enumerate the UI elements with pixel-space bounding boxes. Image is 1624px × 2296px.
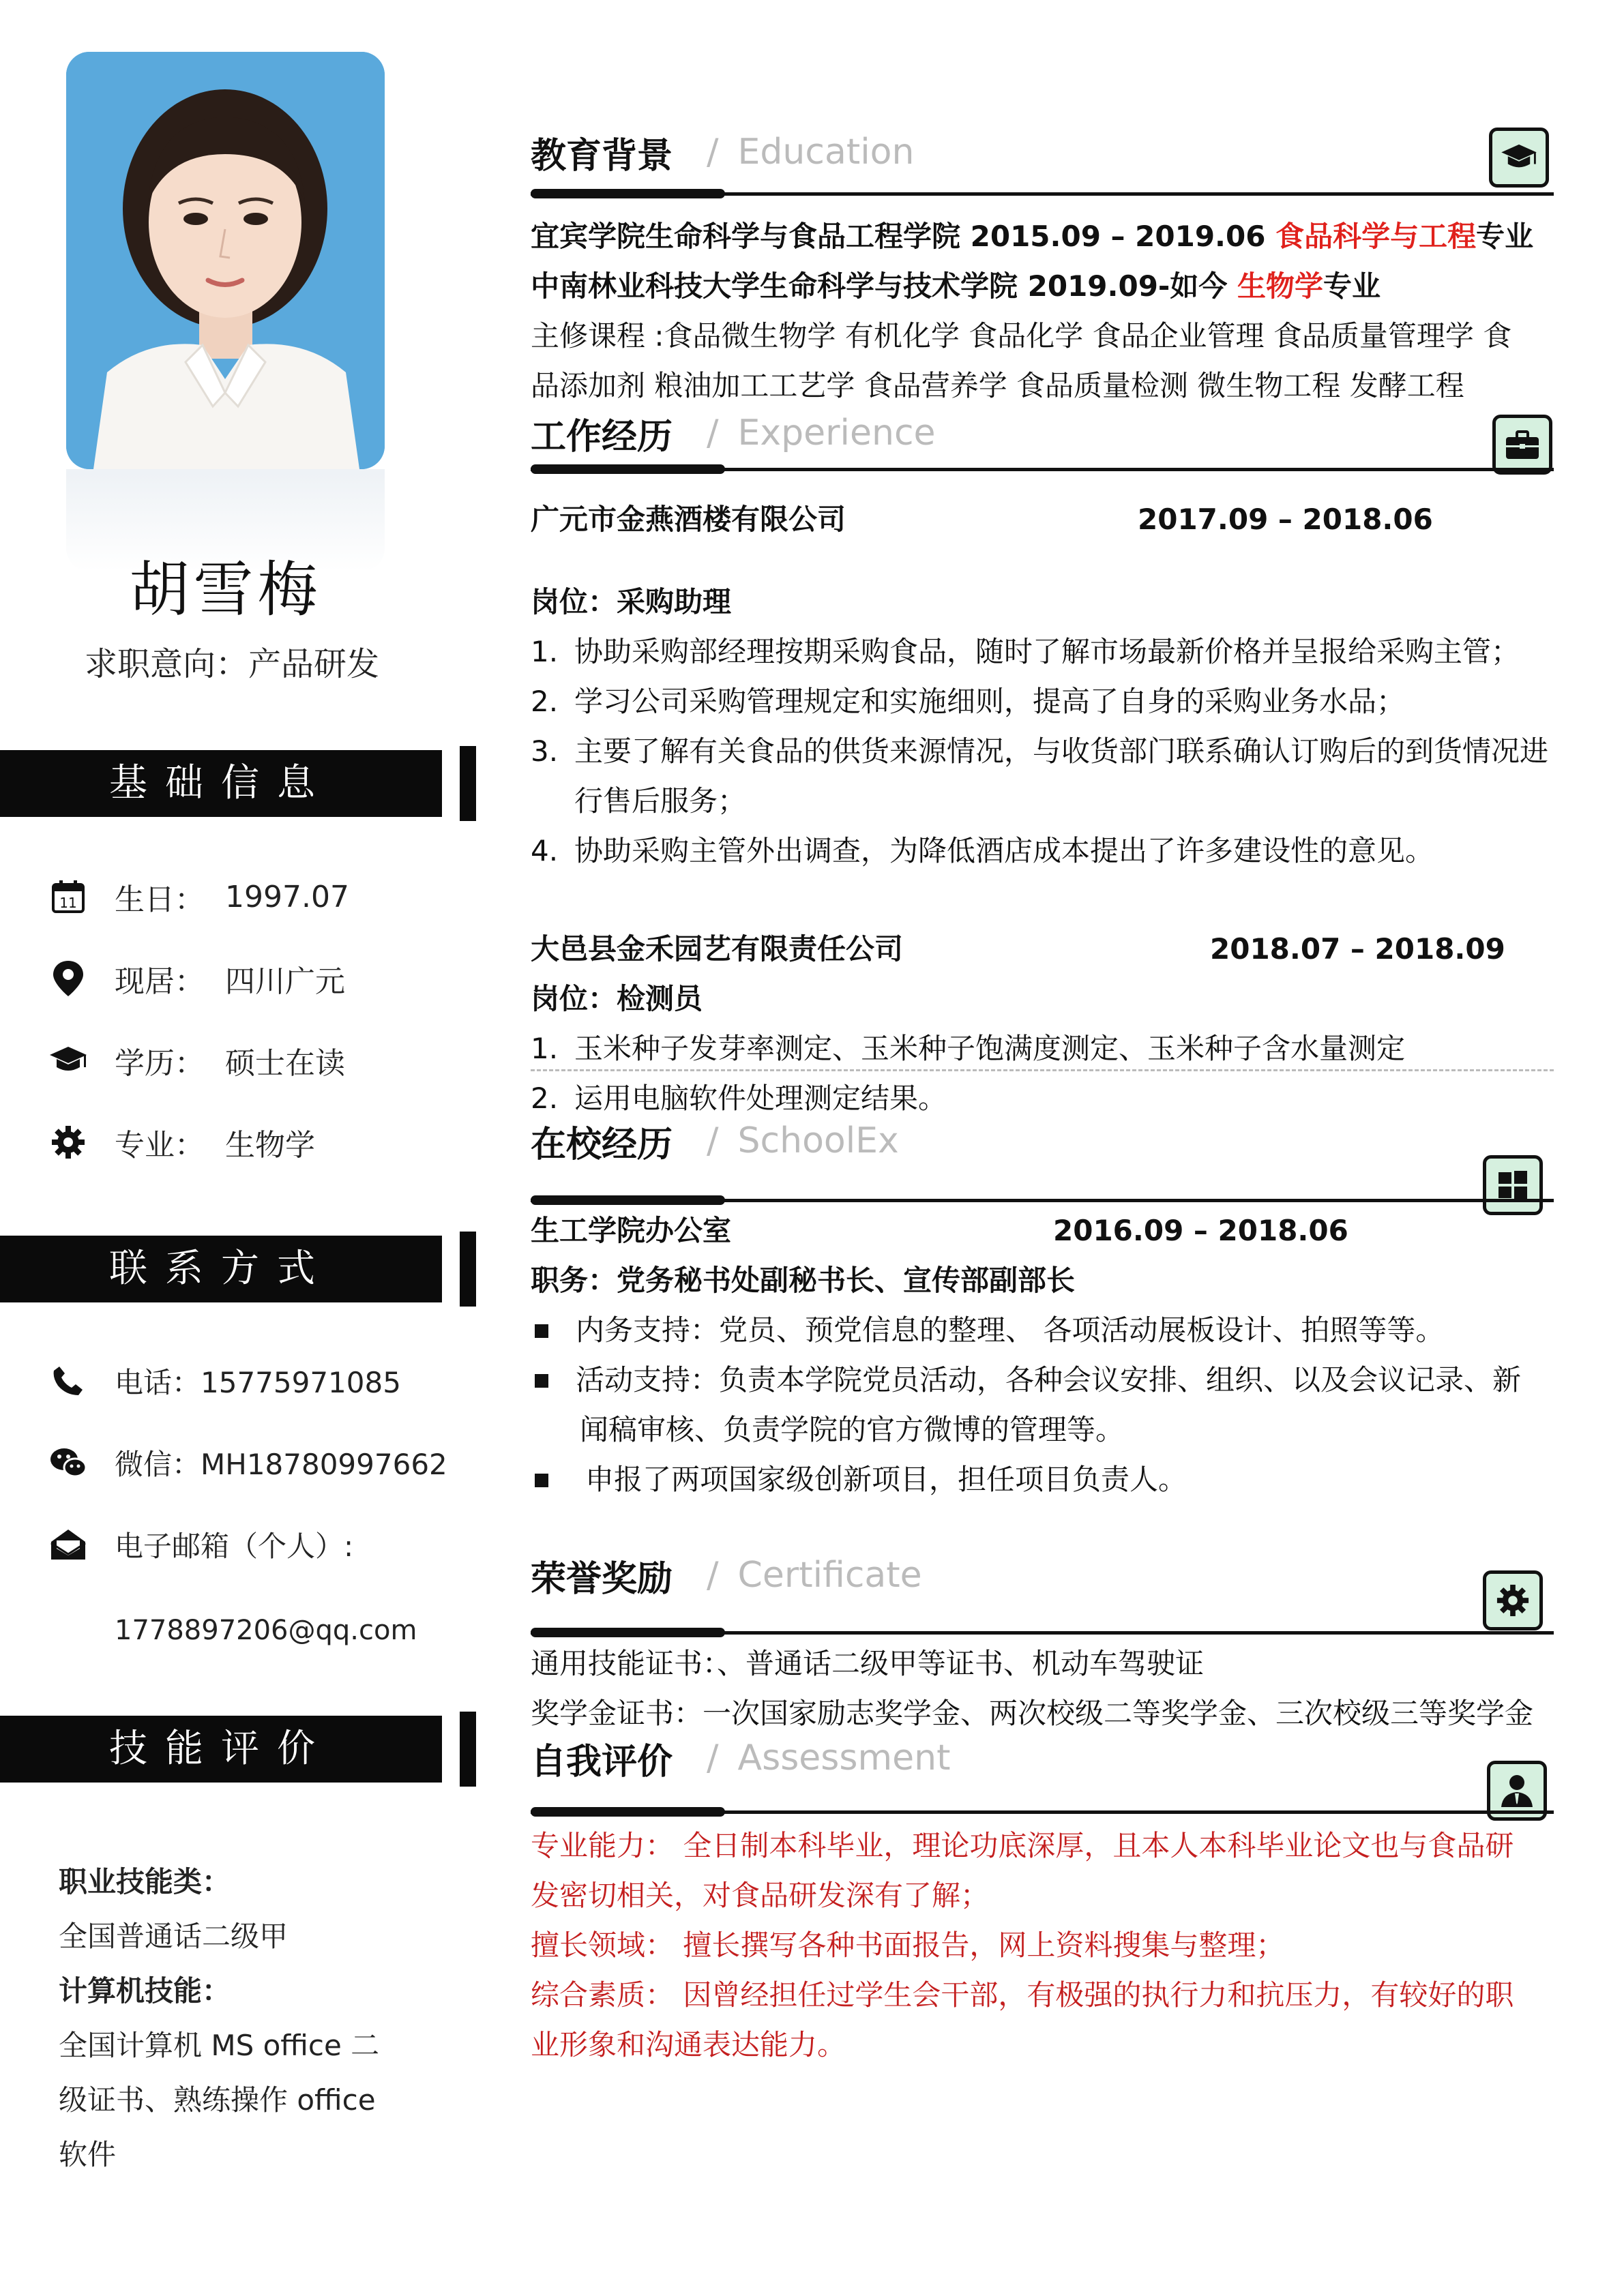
section-rule-accent [531, 189, 725, 198]
email-value: 1778897206@qq.com [115, 1615, 417, 1646]
section-title-slash: / [707, 1738, 719, 1778]
list-number: 2. [531, 1082, 559, 1115]
list-number: 1. [531, 1032, 559, 1065]
skill-item: 全国计算机 MS office 二 [59, 2029, 380, 2062]
info-label: 学历： [115, 1046, 205, 1081]
section-title-en: Certificate [737, 1555, 922, 1596]
section-rule-accent [531, 464, 725, 474]
school-content [531, 1206, 1554, 1504]
list-item: 活动支持：负责本学院党员活动，各种会议安排、组织、以及会议记录、新 [576, 1363, 1522, 1397]
contact-email-label [48, 1521, 353, 1568]
section-title-education [531, 125, 914, 179]
wechat-text: 微信：MH18780997662 [115, 1448, 447, 1481]
school-dates: 2016.09 – 2018.06 [1053, 1214, 1348, 1247]
skill-heading-computer: 计算机技能： [59, 1974, 231, 2008]
section-title-en: Education [737, 132, 915, 173]
list-item: 内务支持：党员、预党信息的整理、 各项活动展板设计、拍照等等。 [576, 1313, 1445, 1347]
info-label: 专业： [115, 1128, 205, 1163]
graduation-cap-icon [48, 1040, 89, 1081]
section-title-slash: / [707, 132, 719, 173]
self-line: 专业能力： 全日制本科毕业，理论功底深厚，且本人本科毕业论文也与食品研 [531, 1829, 1514, 1862]
info-value: 四川广元 [225, 964, 345, 999]
work-entry-1 [531, 494, 1554, 876]
list-item: 运用电脑软件处理测定结果。 [574, 1082, 947, 1115]
dashed-divider [531, 1069, 1554, 1071]
section-rule-accent [531, 1195, 725, 1205]
svg-text:11: 11 [59, 895, 77, 911]
graduation-cap-icon [1489, 128, 1549, 188]
work-entry-2 [531, 924, 1554, 1123]
skills-list [59, 1855, 413, 2182]
section-title-cn: 在校经历 [531, 1124, 673, 1165]
bullet-square [535, 1324, 548, 1338]
bullet-square [535, 1374, 548, 1388]
org-name: 生工学院办公室 [531, 1214, 732, 1247]
list-item: 协助采购主管外出调查，为降低酒店成本提出了许多建设性的意见。 [574, 834, 1434, 867]
list-number [531, 776, 574, 826]
work-dates: 2017.09 – 2018.06 [1138, 503, 1433, 536]
list-item: 学习公司采购管理规定和实施细则，提高了自身的采购业务水品； [574, 685, 1406, 718]
list-number: 1. [531, 635, 559, 668]
wechat-icon [48, 1442, 89, 1483]
honor-line: 通用技能证书：、普通话二级甲等证书、机动车驾驶证 [531, 1647, 1205, 1680]
self-line: 擅长领域： 擅长撰写各种书面报告，网上资料搜集与整理； [531, 1928, 1285, 1962]
section-title-cn: 教育背景 [531, 135, 673, 177]
self-content [531, 1821, 1554, 2070]
gear-icon [1483, 1570, 1543, 1630]
section-rule-accent [531, 1807, 725, 1817]
section-tick [460, 746, 476, 821]
list-item: 玉米种子发芽率测定、玉米种子饱满度测定、玉米种子含水量测定 [574, 1032, 1406, 1065]
candidate-name: 胡雪梅 [129, 554, 322, 625]
skill-item: 全国普通话二级甲 [59, 1920, 289, 1953]
section-tick [460, 1712, 476, 1787]
info-label: 生日： [115, 882, 205, 917]
bullet-square [535, 1474, 548, 1487]
section-title-school [531, 1114, 899, 1168]
location-icon [48, 958, 89, 999]
school-1: 宜宾学院生命科学与食品工程学院 2015.09 – 2019.06 [531, 220, 1276, 253]
section-title-self [531, 1731, 950, 1785]
list-number: 4. [531, 834, 559, 867]
info-value: 硕士在读 [225, 1046, 345, 1081]
section-title-en: SchoolEx [737, 1120, 899, 1161]
list-item: 协助采购部经理按期采购食品，随时了解市场最新价格并呈报给采购主管； [574, 635, 1520, 668]
skill-item: 级证书、熟练操作 office [59, 2083, 376, 2117]
phone-icon [48, 1360, 89, 1401]
section-tick [460, 1232, 476, 1307]
courses-line: 主修课程 :食品微生物学 有机化学 食品化学 食品企业管理 食品质量管理学 食 [531, 319, 1512, 353]
list-item: 行售后服务； [574, 784, 747, 818]
info-residence [48, 955, 345, 1002]
section-title-cn: 工作经历 [531, 416, 673, 458]
info-value: 生物学 [225, 1128, 315, 1163]
major-2: 生物学 [1237, 269, 1323, 303]
education-content [531, 211, 1554, 411]
section-title-slash: / [707, 1555, 719, 1596]
info-label: 现居： [115, 964, 205, 999]
contact-wechat [48, 1439, 447, 1487]
section-title-slash: / [707, 413, 719, 453]
school-2: 中南林业科技大学生命科学与技术学院 2019.09-如今 [531, 269, 1237, 303]
profile-photo [66, 52, 385, 469]
honor-line: 奖学金证书：一次国家励志奖学金、两次校级二等奖学金、三次校级三等奖学金 [531, 1697, 1534, 1730]
list-item: 主要了解有关食品的供货来源情况，与收货部门联系确认订购后的到货情况进 [574, 734, 1549, 768]
section-title-honor [531, 1548, 922, 1602]
section-title-en: Experience [737, 413, 936, 453]
section-header-skills: 技能评价 [0, 1716, 442, 1783]
job-role: 岗位：检测员 [531, 982, 703, 1015]
calendar-icon [48, 876, 89, 917]
info-birthday [48, 873, 349, 921]
section-title-slash: / [707, 1120, 719, 1161]
job-role: 岗位：采购助理 [531, 585, 732, 618]
company-name: 广元市金燕酒楼有限公司 [531, 503, 846, 536]
company-name: 大邑县金禾园艺有限责任公司 [531, 932, 904, 966]
phone-text: 电话：15775971085 [115, 1366, 401, 1399]
work-dates: 2018.07 – 2018.09 [1210, 932, 1505, 966]
section-title-cn: 自我评价 [531, 1741, 673, 1783]
list-item: 申报了两项国家级创新项目，担任项目负责人。 [585, 1463, 1187, 1496]
honor-content [531, 1639, 1554, 1738]
job-objective: 求职意向：产品研发 [84, 645, 379, 683]
skill-heading-professional: 职业技能类： [59, 1865, 231, 1898]
skill-item: 软件 [59, 2138, 117, 2171]
section-header-basic: 基础信息 [0, 750, 442, 817]
major-suffix: 专业 [1323, 269, 1381, 303]
self-line: 发密切相关，对食品研发深有了解； [531, 1879, 990, 1912]
info-value: 1997.07 [225, 879, 349, 914]
section-title-work [531, 406, 936, 460]
gear-icon [48, 1122, 89, 1163]
envelope-icon [48, 1524, 89, 1565]
list-item: 闻稿审核、负责学院的官方微博的管理等。 [580, 1413, 1125, 1446]
self-line: 综合素质： 因曾经担任过学生会干部，有极强的执行力和抗压力，有较好的职 [531, 1978, 1514, 2012]
list-number: 2. [531, 685, 559, 718]
major-1: 食品科学与工程 [1275, 220, 1477, 253]
section-rule-accent [531, 1628, 725, 1637]
section-title-en: Assessment [737, 1738, 951, 1778]
section-header-contact: 联系方式 [0, 1236, 442, 1302]
info-major [48, 1118, 315, 1166]
self-line: 业形象和沟通表达能力。 [531, 2028, 846, 2061]
email-label: 电子邮箱（个人）: [115, 1530, 354, 1563]
list-number: 3. [531, 734, 559, 768]
section-title-cn: 荣誉奖励 [531, 1558, 673, 1600]
courses-line: 品添加剂 粮油加工工艺学 食品营养学 食品质量检测 微生物工程 发酵工程 [531, 369, 1464, 402]
info-degree [48, 1037, 345, 1084]
briefcase-icon [1492, 415, 1552, 475]
major-suffix: 专业 [1476, 220, 1534, 253]
school-role: 职务：党务秘书处副秘书长、宣传部副部长 [531, 1264, 1076, 1297]
contact-phone [48, 1357, 401, 1405]
